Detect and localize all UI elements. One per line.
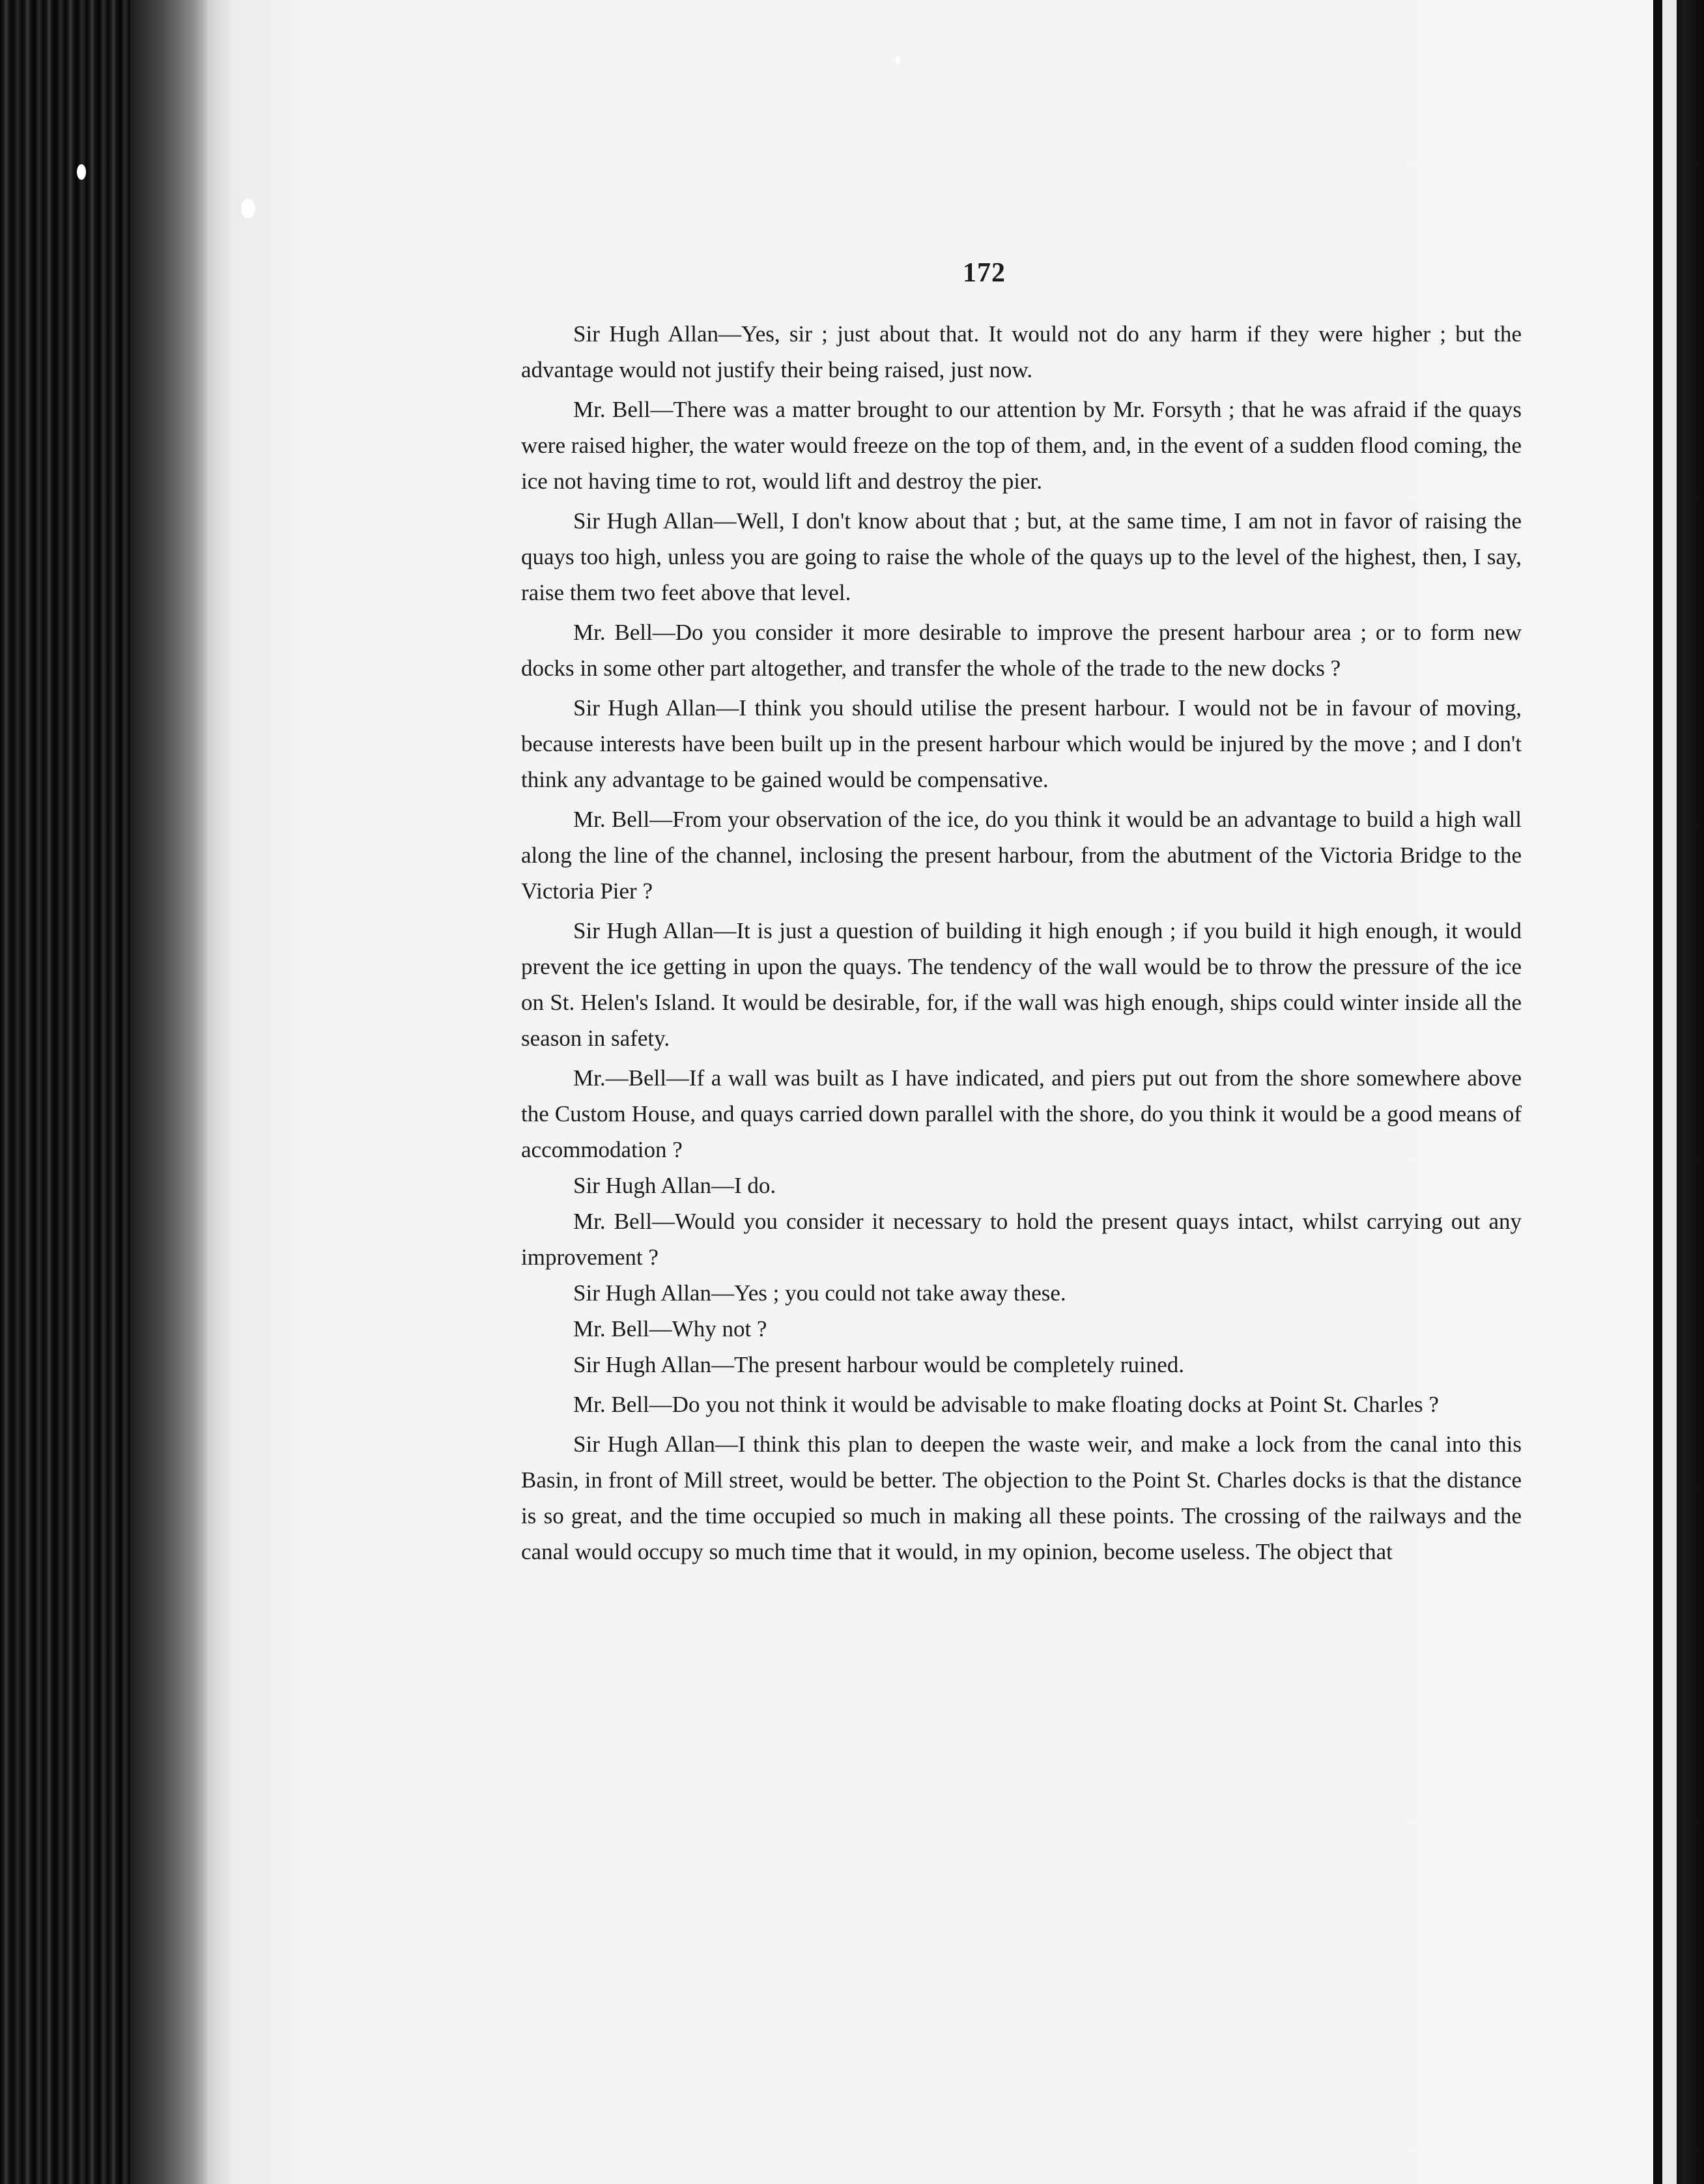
paragraph: Mr. Bell—Would you consider it necessary to hold the present quays intact, whilst carrying out any improvement ? — [521, 1209, 1522, 1270]
paragraph: Mr.—Bell—If a wall was built as I have indicated, and piers put out from the shore somewhere above the Custom House, and quays carried down parallel with the shore, do you think it would be a good means of accommodation ? — [521, 1065, 1522, 1162]
paragraph: Mr. Bell—Do you consider it more desirable to improve the present harbour area ; or to form new docks in some other part altogether, and transfer the whole of the trade to the new docks ? — [521, 620, 1522, 681]
body-text — [521, 316, 1522, 1570]
paragraph: Mr. Bell—From your observation of the ice, do you think it would be an advantage to build a high wall along the line of the channel, inclosing the present harbour, from the abutment of the Victoria Bridge to the Victoria Pier ? — [521, 807, 1522, 904]
spine-shadow — [130, 0, 208, 2184]
page-number: 172 — [963, 258, 1006, 288]
paragraph: Mr. Bell—There was a matter brought to our attention by Mr. Forsyth ; that he was afraid if the quays were raised higher, the water would freeze on the top of them, and, in the event of a sudden flood coming, the ice not having time to rot, would lift and destroy the pier. — [521, 397, 1522, 494]
paragraph: Sir Hugh Allan—It is just a question of building it high enough ; if you build it high enough, it would prevent the ice getting in upon the quays. The tendency of the wall would be to throw the pressure of the ice on St. Helen's Island. It would be desirable, for, if the wall was high enough, ships could winter inside all the season in safety. — [521, 918, 1522, 1051]
paragraph: Sir Hugh Allan—Well, I don't know about that ; but, at the same time, I am not in favor of raising the quays too high, unless you are going to raise the whole of the quays up to the level of the highest, then, I say, raise them two feet above that level. — [521, 508, 1522, 605]
paragraph: Mr. Bell—Do you not think it would be advisable to make floating docks at Point St. Charles ? — [573, 1392, 1439, 1417]
paragraph: Sir Hugh Allan—Yes ; you could not take away these. — [573, 1280, 1066, 1306]
scan-speck — [77, 164, 86, 180]
scan-speck — [896, 55, 900, 65]
paragraph: Sir Hugh Allan—I do. — [573, 1173, 776, 1198]
paragraph: Sir Hugh Allan—I think you should utilise the present harbour. I would not be in favour of moving, because interests have been built up in the present harbour which would be injured by the move ; and I don't think any advantage to be gained would be compensative. — [521, 695, 1522, 792]
scan-speck — [241, 199, 255, 218]
paragraph: Sir Hugh Allan—Yes, sir ; just about that. It would not do any harm if they were higher ; but the advantage would not justify their being raised, just now. — [521, 321, 1522, 382]
paragraph: Sir Hugh Allan—I think this plan to deepen the waste weir, and make a lock from the canal into this Basin, in front of Mill street, would be better. The objection to the Point St. Charles docks is that the distance is so great, and the time occupied so much in making all these points. The crossing of the railways and the canal would occupy so much time that it would, in my opinion, become useless. The object that — [521, 1431, 1522, 1564]
right-page-strip — [1662, 0, 1677, 2184]
paragraph: Sir Hugh Allan—The present harbour would be completely ruined. — [573, 1352, 1184, 1377]
paragraph: Mr. Bell—Why not ? — [573, 1316, 767, 1342]
